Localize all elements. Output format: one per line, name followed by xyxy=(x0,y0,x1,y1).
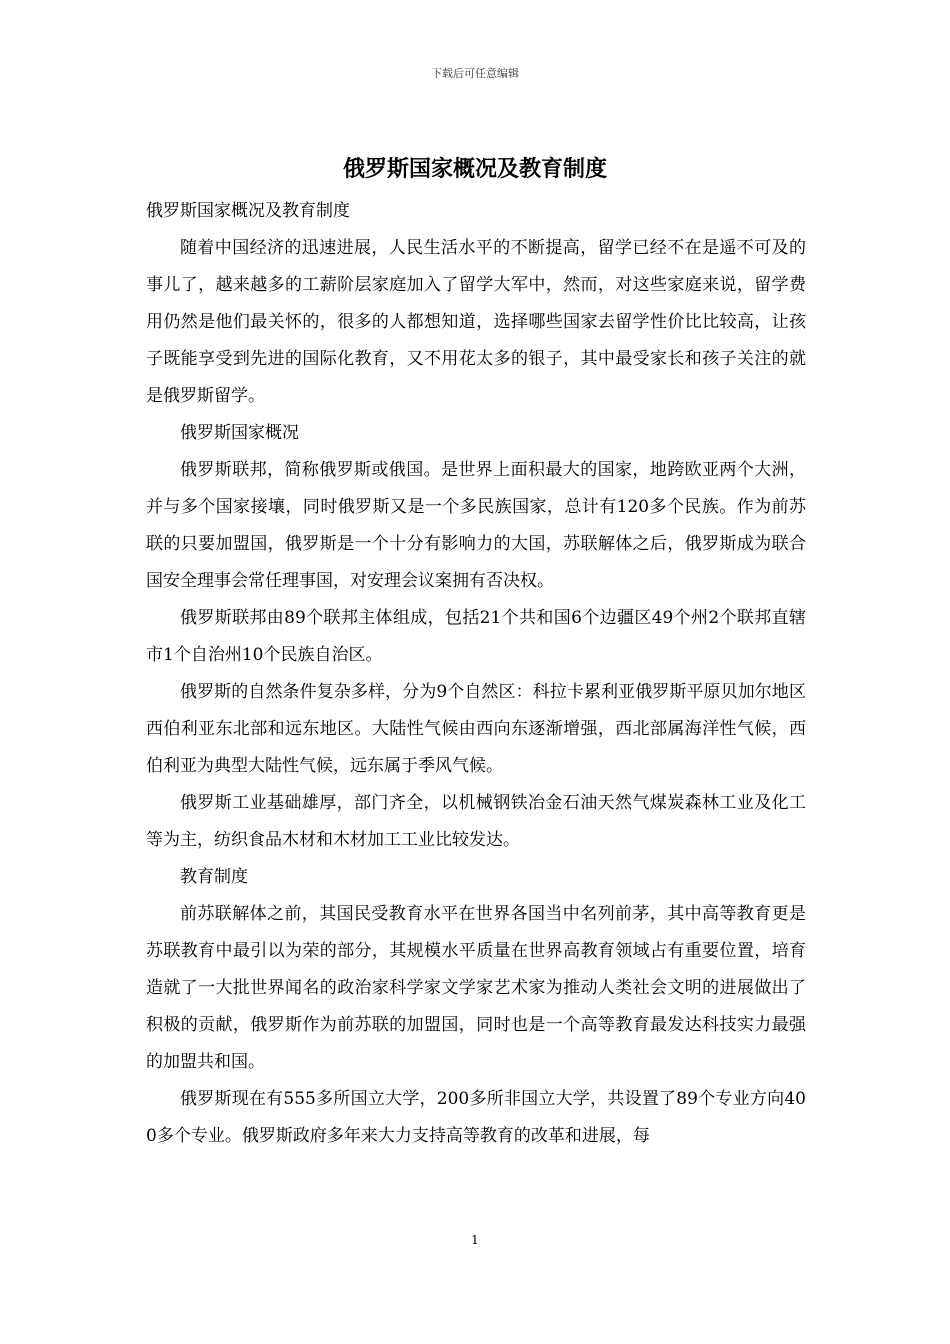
document-title: 俄罗斯国家概况及教育制度 xyxy=(342,157,607,182)
paragraph-federal-subjects: 俄罗斯联邦由89个联邦主体组成，包括21个共和国6个边疆区49个州2个联邦直辖市1个自治州10个民族自治区。 xyxy=(146,608,806,665)
document-subtitle: 俄罗斯国家概况及教育制度 xyxy=(146,201,350,221)
section-heading-country-overview: 俄罗斯国家概况 xyxy=(180,423,299,443)
paragraph-federation: 俄罗斯联邦，简称俄罗斯或俄国。是世界上面积最大的国家，地跨欧亚两个大洲，并与多个国家接壤，同时俄罗斯又是一个多民族国家，总计有120多个民族。作为前苏联的只要加盟国，俄罗斯是一个十分有影响力的大国，苏联解体之后，俄罗斯成为联合国安全理事会常任理事国，对安理会议案拥有否决权。 xyxy=(146,460,806,591)
page-header-note: 下载后可任意编辑 xyxy=(431,67,519,80)
paragraph-industry: 俄罗斯工业基础雄厚，部门齐全，以机械钢铁冶金石油天然气煤炭森林工业及化工等为主，纺织食品木材和木材加工工业比较发达。 xyxy=(146,793,806,850)
paragraph-universities: 俄罗斯现在有555多所国立大学，200多所非国立大学，共设置了89个专业方向400多个专业。俄罗斯政府多年来大力支持高等教育的改革和进展，每 xyxy=(146,1089,806,1146)
page-number: 1 xyxy=(471,1233,479,1247)
section-heading-education-system: 教育制度 xyxy=(180,867,248,887)
document-body xyxy=(146,193,806,1155)
paragraph-soviet-education: 前苏联解体之前，其国民受教育水平在世界各国当中名列前茅，其中高等教育更是苏联教育中最引以为荣的部分，其规模水平质量在世界高教育领域占有重要位置，培育造就了一大批世界闻名的政治家科学家文学家艺术家为推动人类社会文明的进展做出了积极的贡献，俄罗斯作为前苏联的加盟国，同时也是一个高等教育最发达科技实力最强的加盟共和国。 xyxy=(146,904,806,1072)
paragraph-natural-conditions: 俄罗斯的自然条件复杂多样，分为9个自然区：科拉卡累利亚俄罗斯平原贝加尔地区西伯利亚东北部和远东地区。大陆性气候由西向东逐渐增强，西北部属海洋性气候，西伯利亚为典型大陆性气候，远东属于季风气候。 xyxy=(146,682,806,776)
paragraph-intro: 随着中国经济的迅速进展，人民生活水平的不断提高，留学已经不在是遥不可及的事儿了，越来越多的工薪阶层家庭加入了留学大军中，然而，对这些家庭来说，留学费用仍然是他们最关怀的，很多的人都想知道，选择哪些国家去留学性价比比较高，让孩子既能享受到先进的国际化教育，又不用花太多的银子，其中最受家长和孩子关注的就是俄罗斯留学。 xyxy=(146,238,806,406)
